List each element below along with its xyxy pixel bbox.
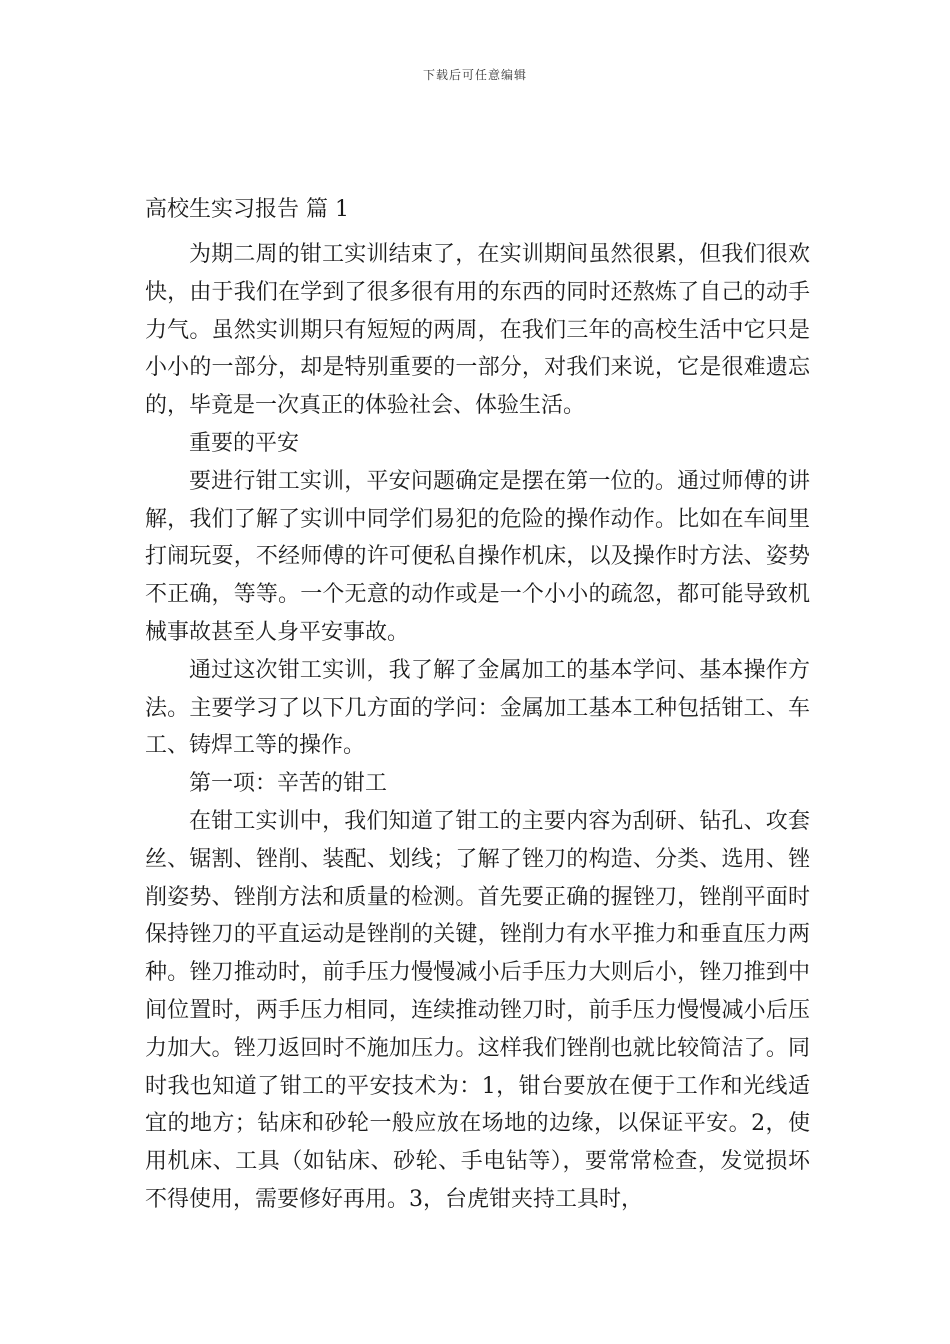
paragraph: 为期二周的钳工实训结束了，在实训期间虽然很累，但我们很欢快，由于我们在学到了很多很有用的东西的同时还熬炼了自己的动手力气。虽然实训期只有短短的两周，在我们三年的高校生活中它只是小小的一部分，却是特别重要的一部分，对我们来说，它是很难遗忘的，毕竟是一次真正的体验社会、体验生活。 bbox=[145, 242, 810, 419]
paragraph: 通过这次钳工实训，我了解了金属加工的基本学问、基本操作方法。主要学习了以下几方面的学问：金属加工基本工种包括钳工、车工、铸焊工等的操作。 bbox=[145, 657, 810, 759]
section-heading: 重要的平安 bbox=[189, 430, 300, 456]
paragraph: 在钳工实训中，我们知道了钳工的主要内容为刮研、钻孔、攻套丝、锯割、锉削、装配、划线；了解了锉刀的构造、分类、选用、锉削姿势、锉削方法和质量的检测。首先要正确的握锉刀，锉削平面时保持锉刀的平直运动是锉削的关键，锉削力有水平推力和垂直压力两种。锉刀推动时，前手压力慢慢减小后手压力大则后小，锉刀推到中间位置时，两手压力相同，连续推动锉刀时，前手压力慢慢减小后压力加大。锉刀返回时不施加压力。这样我们锉削也就比较简洁了。同时我也知道了钳工的平安技术为：1，钳台要放在便于工作和光线适宜的地方；钻床和砂轮一般应放在场地的边缘，以保证平安。2，使用机床、工具（如钻床、砂轮、手电钻等），要常常检查，发觉损坏不得使用，需要修好再用。3，台虎钳夹持工具时， bbox=[145, 808, 810, 1212]
page-header-note: 下载后可任意编辑 bbox=[422, 68, 527, 82]
document-body bbox=[145, 196, 810, 1219]
section-heading: 第一项：辛苦的钳工 bbox=[189, 771, 388, 797]
paragraph: 要进行钳工实训，平安问题确定是摆在第一位的。通过师傅的讲解，我们了解了实训中同学们易犯的危险的操作动作。比如在车间里打闹玩耍，不经师傅的许可便私自操作机床，以及操作时方法、姿势不正确，等等。一个无意的动作或是一个小小的疏忽，都可能导致机械事故甚至人身平安事故。 bbox=[145, 468, 810, 645]
document-title: 高校生实习报告 篇 1 bbox=[145, 197, 349, 222]
